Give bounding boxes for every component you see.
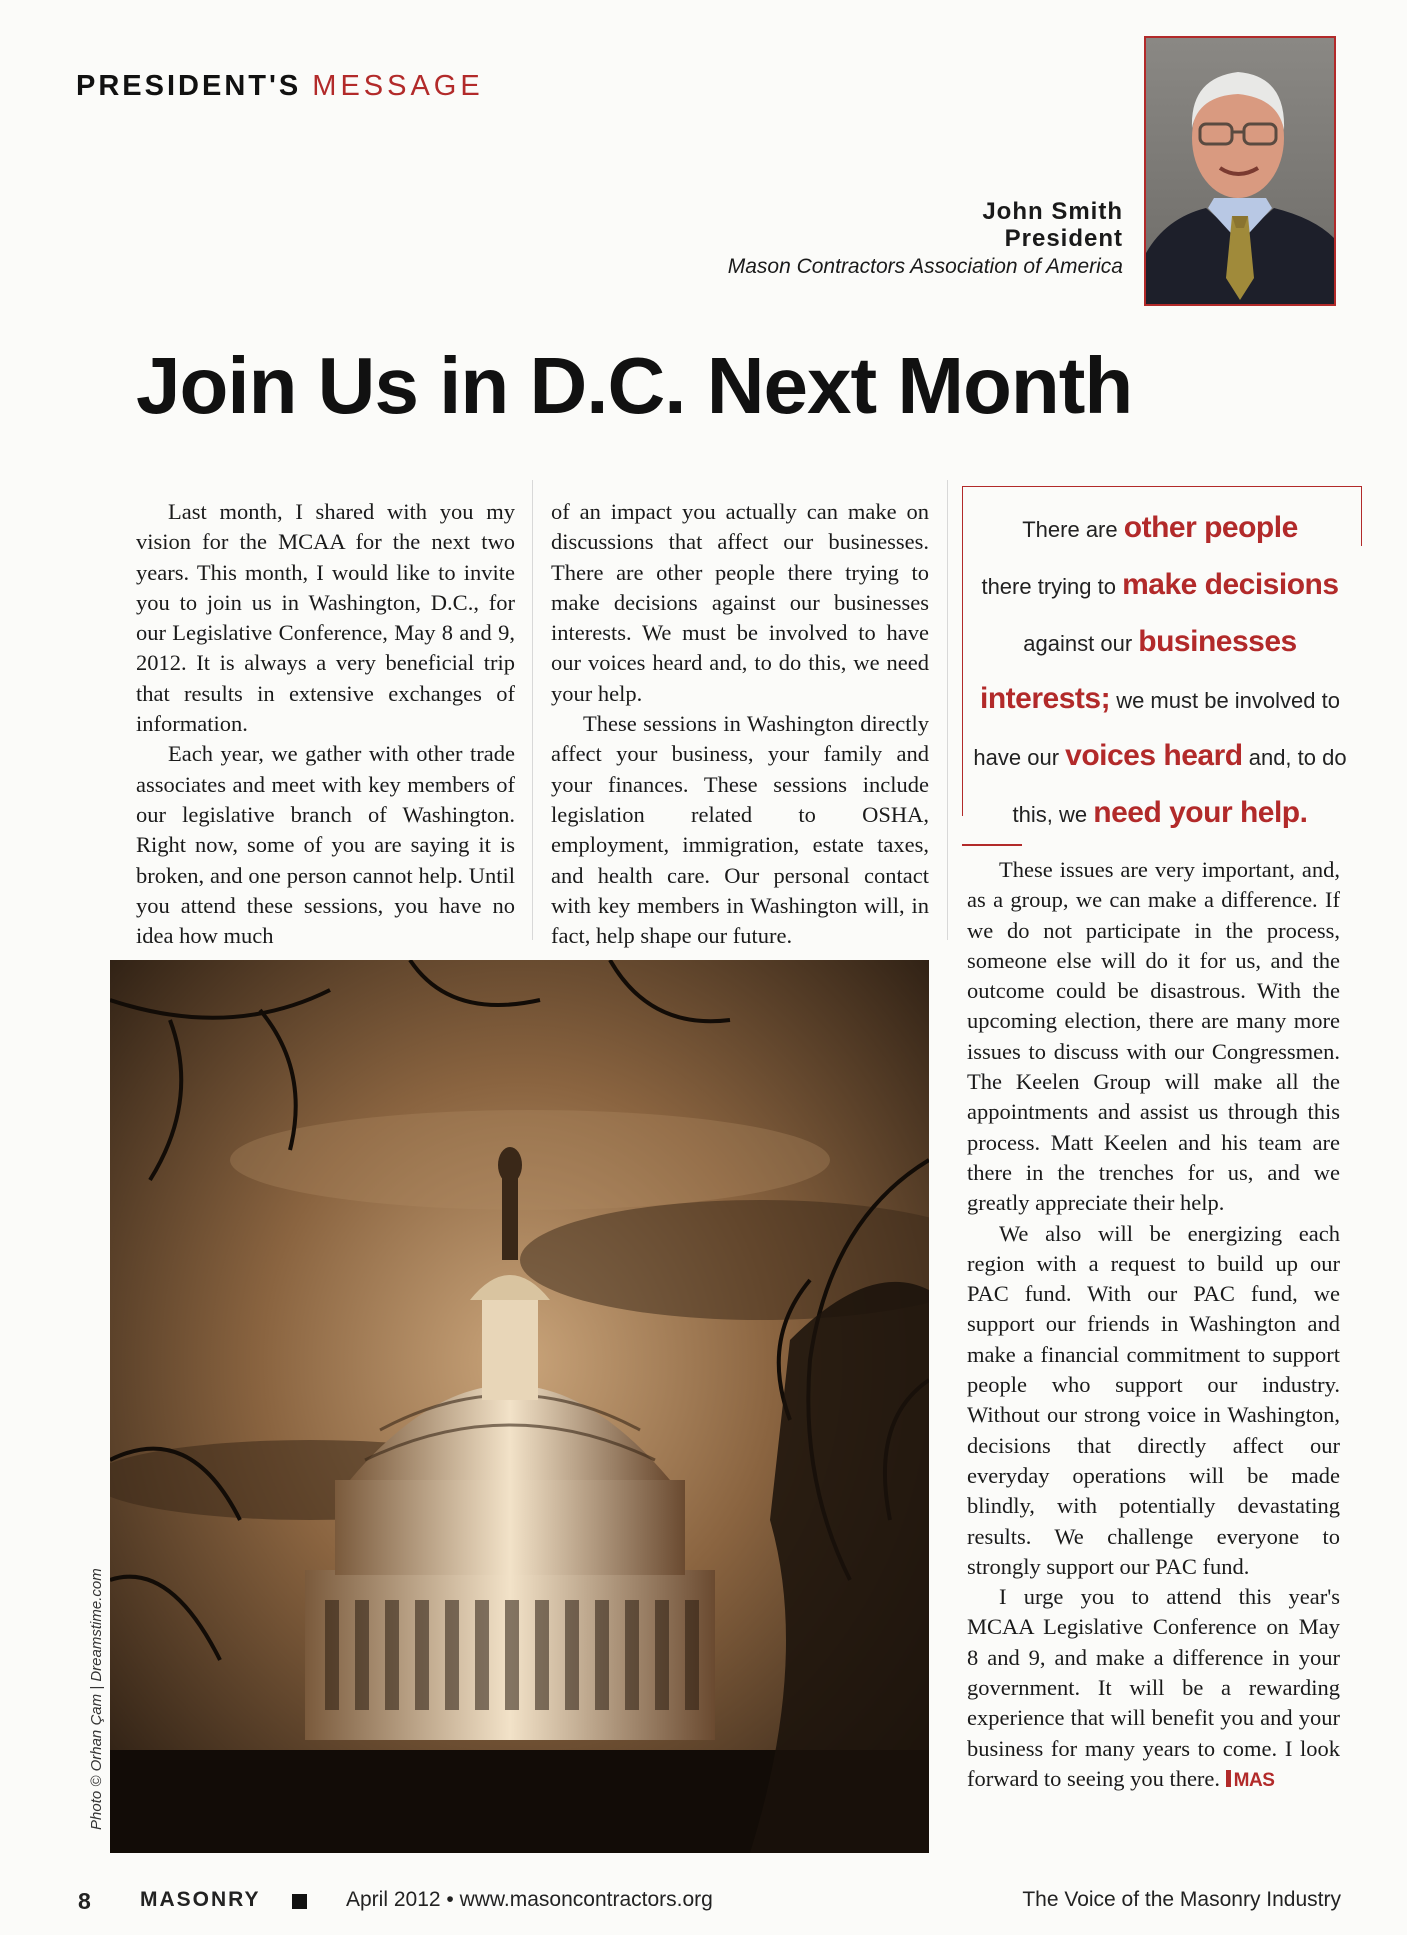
footer-square-icon xyxy=(292,1894,307,1909)
photo-credit: Photo © Orhan Çam | Dreamstime.com xyxy=(88,1568,105,1830)
author-byline xyxy=(728,198,1123,281)
capitol-photo xyxy=(110,960,929,1853)
paragraph xyxy=(967,1582,1340,1796)
kicker-black: PRESIDENT'S xyxy=(76,70,302,102)
pq-text: there trying to xyxy=(981,574,1116,599)
pq-text: There are xyxy=(1022,517,1118,542)
pq-highlight: interests; xyxy=(980,682,1111,715)
pq-highlight: other people xyxy=(1123,511,1298,544)
article-column-3 xyxy=(967,855,1340,1796)
author-name: John Smith xyxy=(982,198,1123,225)
paragraph: Each year, we gather with other trade associates and meet with key members of our legislative branch of Washington. Right now, some of you are saying it is broken, and one person cannot help. Until you attend these sessions, you have no idea how much xyxy=(136,741,515,949)
page-title: Join Us in D.C. Next Month xyxy=(136,341,1133,430)
portrait-illustration xyxy=(1146,38,1334,304)
end-mark-text: MAS xyxy=(1233,1769,1275,1791)
article-column-2 xyxy=(551,497,929,951)
article-column-1 xyxy=(136,497,515,951)
paragraph: of an impact you actually can make on discussions that affect our businesses. There are other people there trying to make decisions against our businesses interests. We must be involved to have our voices heard and, to do this, we need your help. xyxy=(551,499,929,706)
column-divider xyxy=(947,480,948,940)
section-kicker xyxy=(76,70,484,103)
pq-highlight: businesses xyxy=(1138,625,1297,658)
pq-text: and, to do xyxy=(1248,745,1347,770)
kicker-red: MESSAGE xyxy=(312,70,484,102)
capitol-illustration xyxy=(110,960,929,1853)
column-divider xyxy=(532,480,533,940)
end-mark xyxy=(1226,1770,1275,1791)
pull-quote xyxy=(964,500,1356,842)
paragraph: These issues are very important, and, as a group, we can make a difference. If we do not participate in the process, someone else will do it for us, and the outcome could be disastrous. With the upcoming election, there are many more issues to discuss with our Congressmen. The Keelen Group will make all the appointments and assist us through this process. Matt Keelen and his team are there in the trenches for us, and we greatly appreciate their help. xyxy=(967,857,1340,1216)
paragraph: We also will be energizing each region with a request to build up our PAC fund. With our PAC fund, we support our friends in Washington and make a financial commitment to support people who support our industry. Without our strong voice in Washington, decisions that directly affect our everyday operations will be made blindly, with potentially devastating results. We challenge everyone to strongly support our PAC fund. xyxy=(967,1220,1340,1579)
pq-text: this, we xyxy=(1012,802,1088,827)
pq-highlight: make decisions xyxy=(1122,568,1339,601)
paragraph: Last month, I shared with you my vision for the MCAA for the next two years. This month, I would like to invite you to join us in Washington, D.C., for our Legislative Conference, May 8 and 9, 2012. It is always a very beneficial trip that results in extensive exchanges of information. xyxy=(136,499,515,737)
author-title: President xyxy=(1004,225,1123,252)
pq-highlight: need your help. xyxy=(1093,796,1308,829)
paragraph-text: I urge you to attend this year's MCAA Legislative Conference on May 8 and 9, and make a difference in your government. It will be a rewarding experience that will benefit you and your business for many years to come. I look forward to seeing you there. xyxy=(967,1584,1340,1791)
pq-text: have our xyxy=(973,745,1060,770)
pq-text: against our xyxy=(1023,631,1133,656)
author-organization: Mason Contractors Association of America xyxy=(727,255,1123,278)
author-portrait xyxy=(1144,36,1336,306)
page-number: 8 xyxy=(78,1888,91,1914)
issue-info: April 2012 • www.masoncontractors.org xyxy=(346,1888,713,1911)
magazine-tagline: The Voice of the Masonry Industry xyxy=(1022,1888,1341,1911)
pq-highlight: voices heard xyxy=(1065,739,1243,772)
pq-text: we must be involved to xyxy=(1116,688,1340,713)
magazine-name: MASONRY xyxy=(140,1888,261,1911)
paragraph: These sessions in Washington directly affect your business, your family and your finances. These sessions include legislation related to OSHA, employment, immigration, estate taxes, and health care. Our personal contact with key members in Washington will, in fact, help shape our future. xyxy=(551,711,929,949)
